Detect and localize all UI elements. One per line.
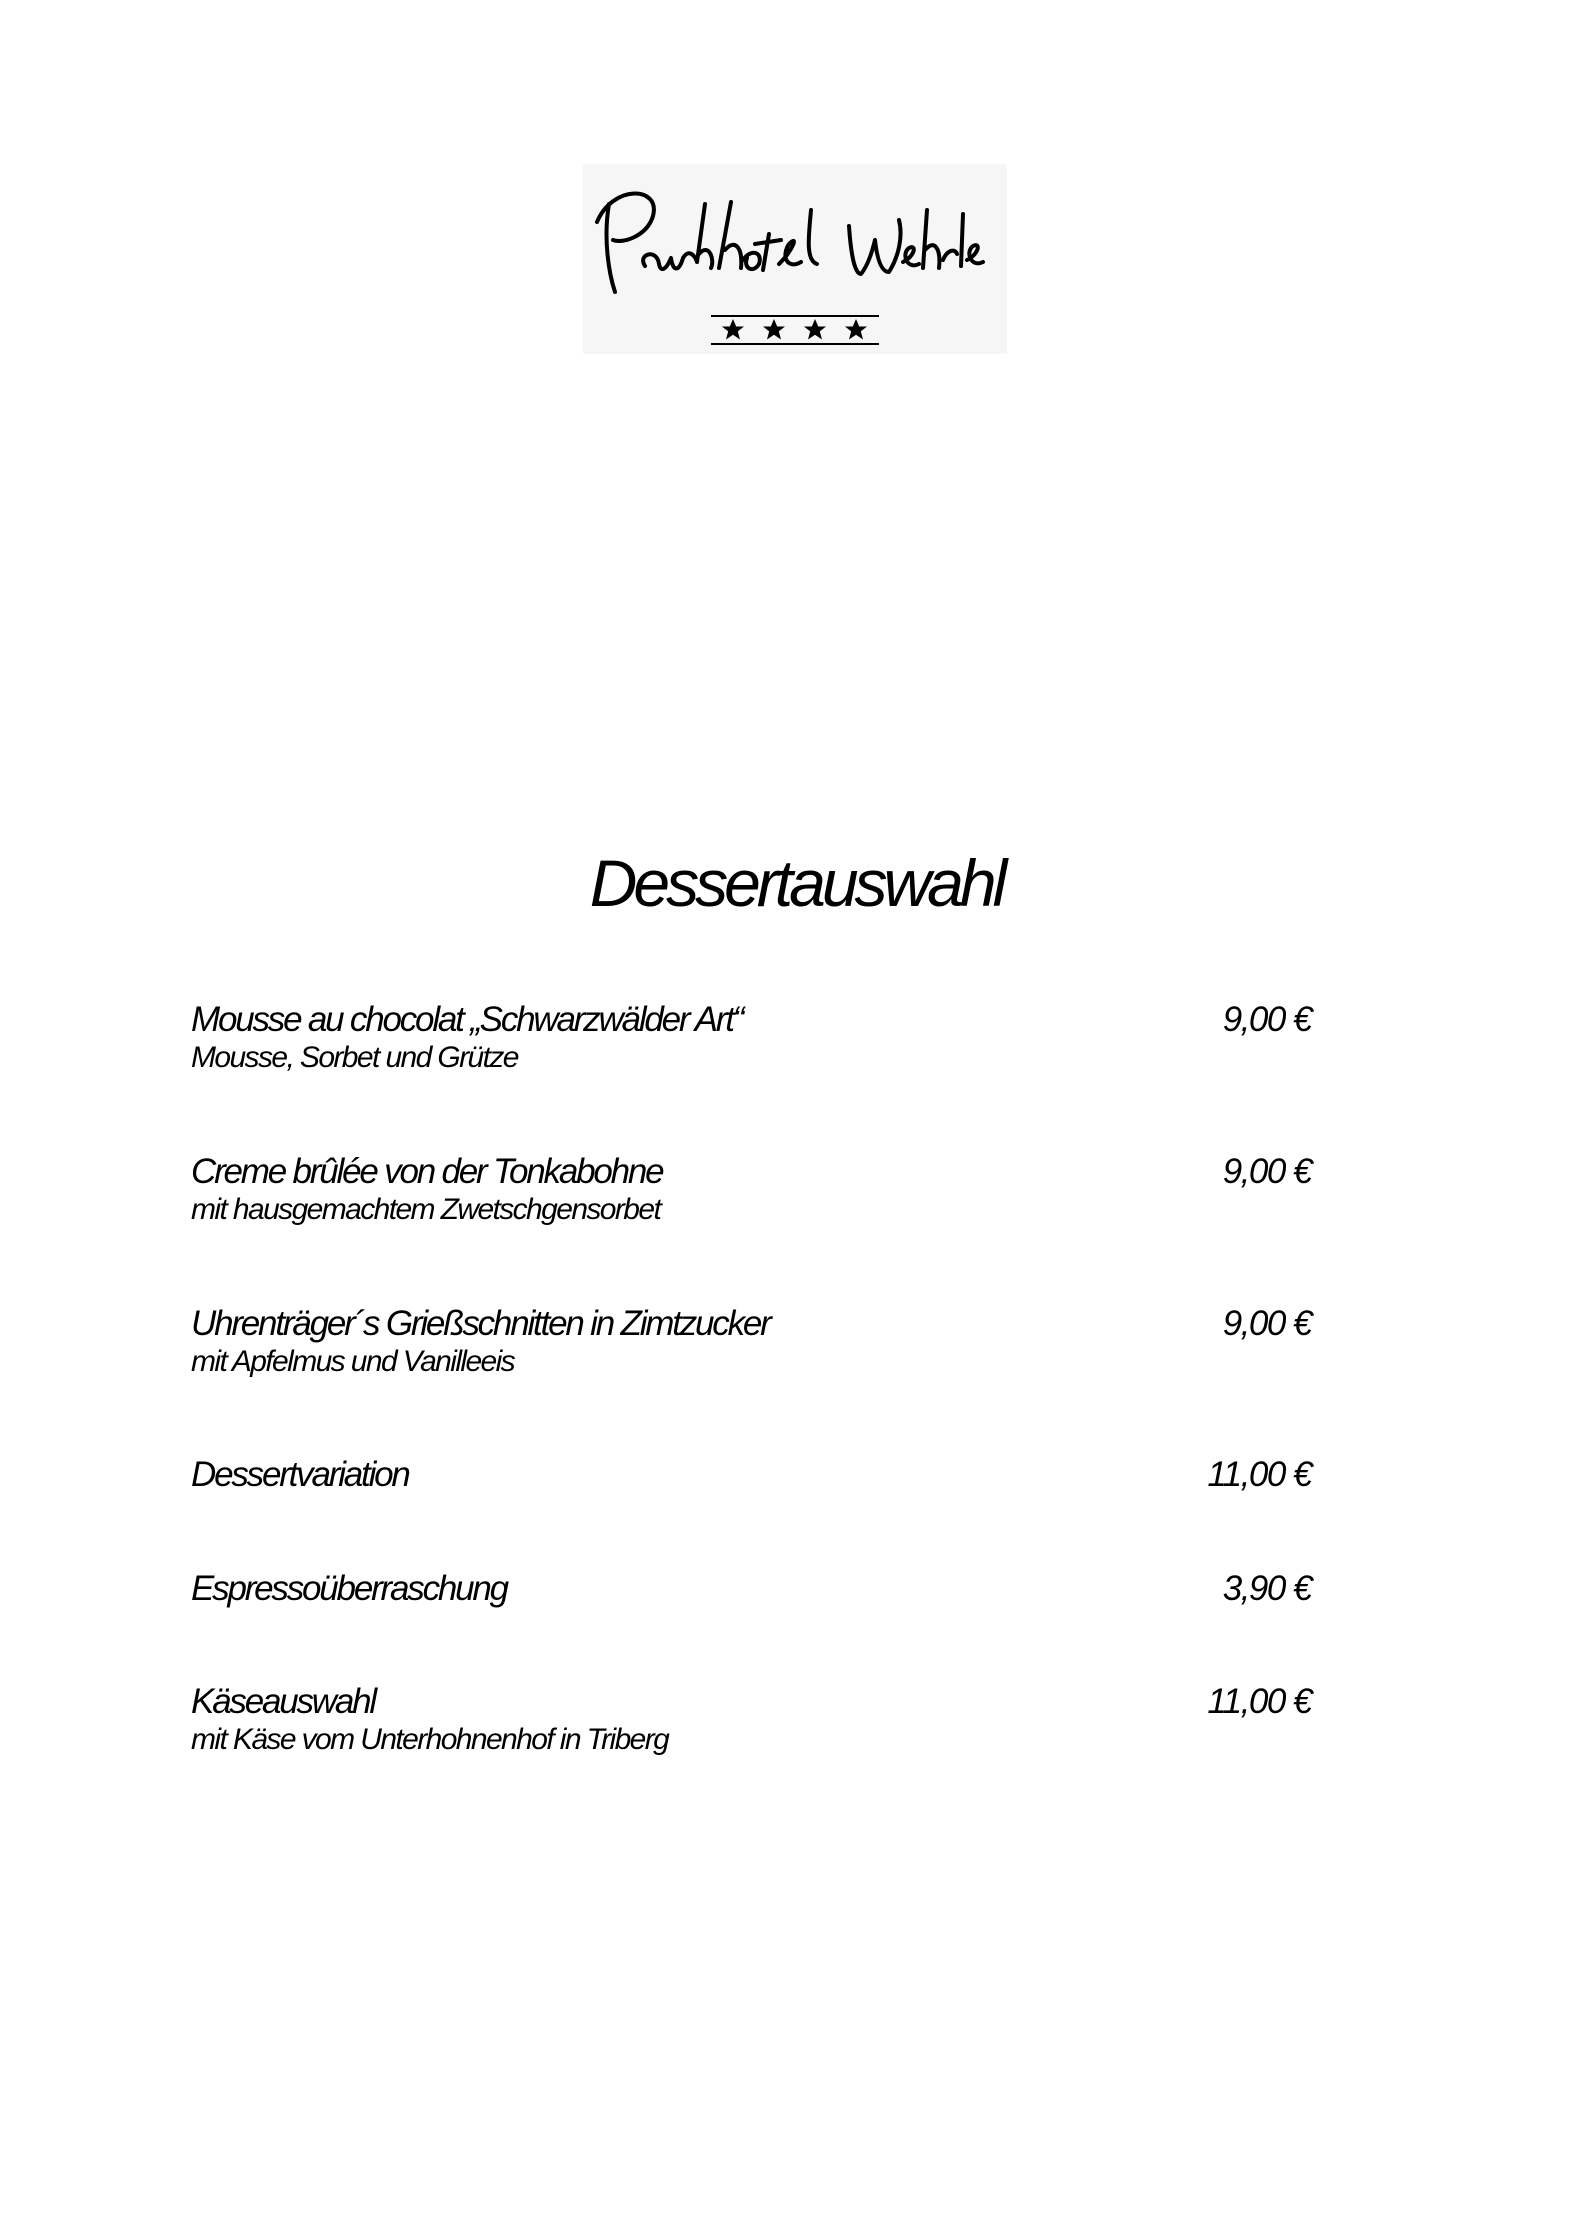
menu-item-price: 11,00 € [1207, 1682, 1311, 1721]
menu-item-name: Uhrenträger´s Grießschnitten in Zimtzucker [191, 1304, 770, 1343]
menu-item-name: Mousse au chocolat „Schwarzwälder Art“ [191, 1000, 743, 1039]
menu-item-description: mit Apfelmus und Vanilleeis [191, 1345, 515, 1378]
page-title: Dessertauswahl [589, 846, 1004, 920]
menu-item-price: 11,00 € [1207, 1455, 1311, 1494]
menu-item-description: mit Käse vom Unterhohnenhof in Triberg [191, 1723, 669, 1756]
menu-item-name: Creme brûlée von der Tonkabohne [191, 1152, 663, 1191]
menu-item-description: mit hausgemachtem Zwetschgensorbet [191, 1193, 661, 1226]
menu-item-price: 3,90 € [1222, 1569, 1311, 1608]
menu-item-price: 9,00 € [1222, 1304, 1311, 1343]
menu-item-name: Käseauswahl [191, 1682, 375, 1721]
menu-item-name: Dessertvariation [191, 1455, 409, 1494]
menu-item-name: Espressoüberraschung [191, 1569, 507, 1608]
menu-item-price: 9,00 € [1222, 1152, 1311, 1191]
menu-item-description: Mousse, Sorbet und Grütze [191, 1041, 518, 1074]
menu-item-price: 9,00 € [1222, 1000, 1311, 1039]
